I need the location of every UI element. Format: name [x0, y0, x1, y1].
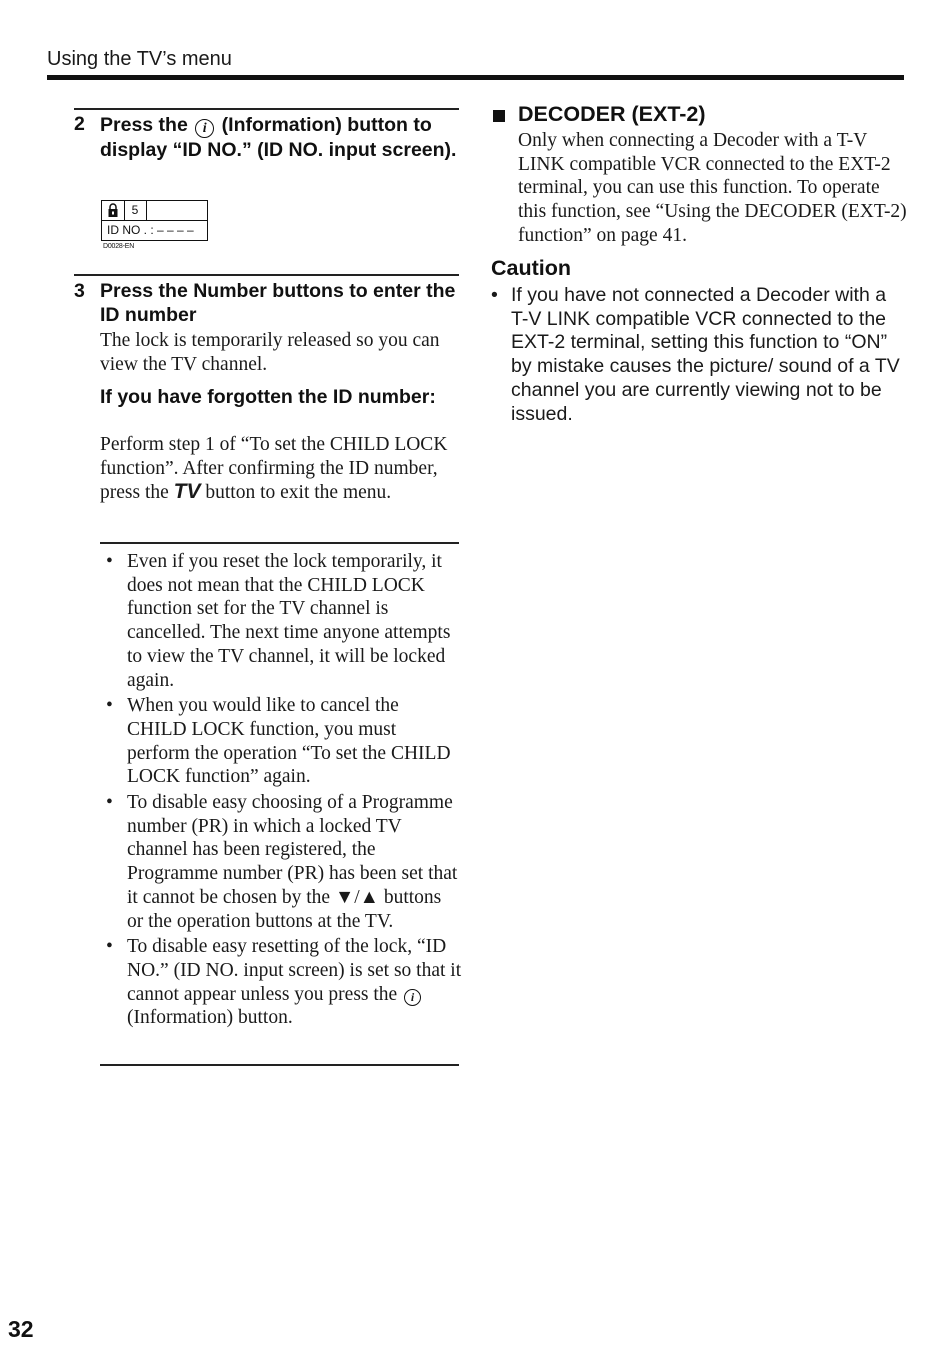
- section-square-icon: [493, 110, 505, 122]
- header-rule: [47, 75, 904, 80]
- list-item: • To disable easy resetting of the lock, “ID NO.” (ID NO. input screen) is set so that it cannot appear unless you press the i (Information) button.: [106, 936, 462, 1029]
- padlock-icon: [102, 201, 125, 220]
- forgot-id-body-part1: Perform step 1 of “To set the CHILD LOCK function”. After confirming the ID number, press the: [100, 434, 448, 504]
- list-item: • Even if you reset the lock temporarily, it does not mean that the CHILD LOCK function set for the TV channel is cancelled. The next time anyone attempts to view the TV channel, it will be locked again.: [106, 551, 451, 691]
- decoder-body: Only when connecting a Decoder with a T-V LINK compatible VCR connected to the EXT-2 terminal, you can use this function. To operate this function, see “Using the DECODER (EXT-2) function” on page 41.: [518, 130, 907, 246]
- note-text: To disable easy resetting of the lock, “ID NO.” (ID NO. input screen) is set so that it cannot appear unless you press the: [127, 936, 462, 1005]
- diagram-code: D0028-EN: [103, 243, 135, 250]
- notes-bottom-rule: [100, 1064, 459, 1066]
- caution-text: If you have not connected a Decoder with a T-V LINK compatible VCR connected to the EXT-2 terminal, setting this function to “ON” by mistake causes the picture/ sound of a TV channel you are currently viewing not to be issued.: [511, 284, 900, 425]
- step2-title-part2: (Information) button to display “ID NO.” (ID NO. input screen).: [100, 114, 457, 161]
- list-item: • To disable easy choosing of a Programme number (PR) in which a locked TV channel has been registered, the Programme number (PR) has been set that it cannot be chosen by the ▼/▲ buttons or the operation buttons at the TV.: [106, 792, 458, 932]
- step2-title: [100, 113, 462, 163]
- note-text: When you would like to cancel the CHILD LOCK function, you must perform the operation “To set the CHILD LOCK function” again.: [127, 695, 451, 788]
- step3-number: 3: [74, 280, 85, 302]
- step2-top-rule: [74, 108, 459, 110]
- step3-title: Press the Number buttons to enter the ID number: [100, 280, 456, 326]
- notes-list: [100, 550, 462, 1032]
- list-item: • If you have not connected a Decoder with a T-V LINK compatible VCR connected to the EXT-2 terminal, setting this function to “ON” by mistake causes the picture/ sound of a TV channel you are currently viewing not to be issued.: [491, 284, 900, 425]
- step3-top-rule: [74, 274, 459, 276]
- forgot-id-heading: If you have forgotten the ID number:: [100, 386, 436, 408]
- screen-top-row: [102, 201, 207, 221]
- information-icon: i: [404, 989, 421, 1006]
- note-text: Even if you reset the lock temporarily, it does not mean that the CHILD LOCK function set for the TV channel is cancelled. The next time anyone attempts to view the TV channel, it will be locked again.: [127, 551, 451, 691]
- notes-top-rule: [100, 542, 459, 544]
- channel-number: 5: [124, 201, 147, 220]
- step2-title-part1: Press the: [100, 114, 188, 136]
- caution-heading: Caution: [491, 256, 572, 280]
- forgot-id-body: [100, 433, 462, 505]
- note-text: To disable easy choosing of a Programme number (PR) in which a locked TV channel has been registered, the Programme number (PR) has been set that it cannot be chosen by the ▼/▲ buttons or the operation buttons at the TV.: [127, 792, 458, 932]
- information-icon: i: [195, 119, 214, 138]
- step3-body: The lock is temporarily released so you can view the TV channel.: [100, 330, 440, 375]
- id-input-screen: [101, 200, 208, 241]
- tv-button-label: TV: [173, 480, 201, 504]
- caution-list: [491, 284, 906, 426]
- forgot-id-body-part2: button to exit the menu.: [205, 482, 392, 504]
- id-no-field: ID NO . : – – – –: [107, 223, 194, 237]
- decoder-heading: DECODER (EXT-2): [518, 102, 706, 126]
- step2-number: 2: [74, 113, 85, 135]
- list-item: • When you would like to cancel the CHILD LOCK function, you must perform the operation “To set the CHILD LOCK function” again.: [106, 695, 451, 788]
- running-header: Using the TV’s menu: [47, 48, 232, 70]
- note-text-tail: (Information) button.: [127, 1007, 293, 1029]
- page-number: 32: [8, 1316, 34, 1342]
